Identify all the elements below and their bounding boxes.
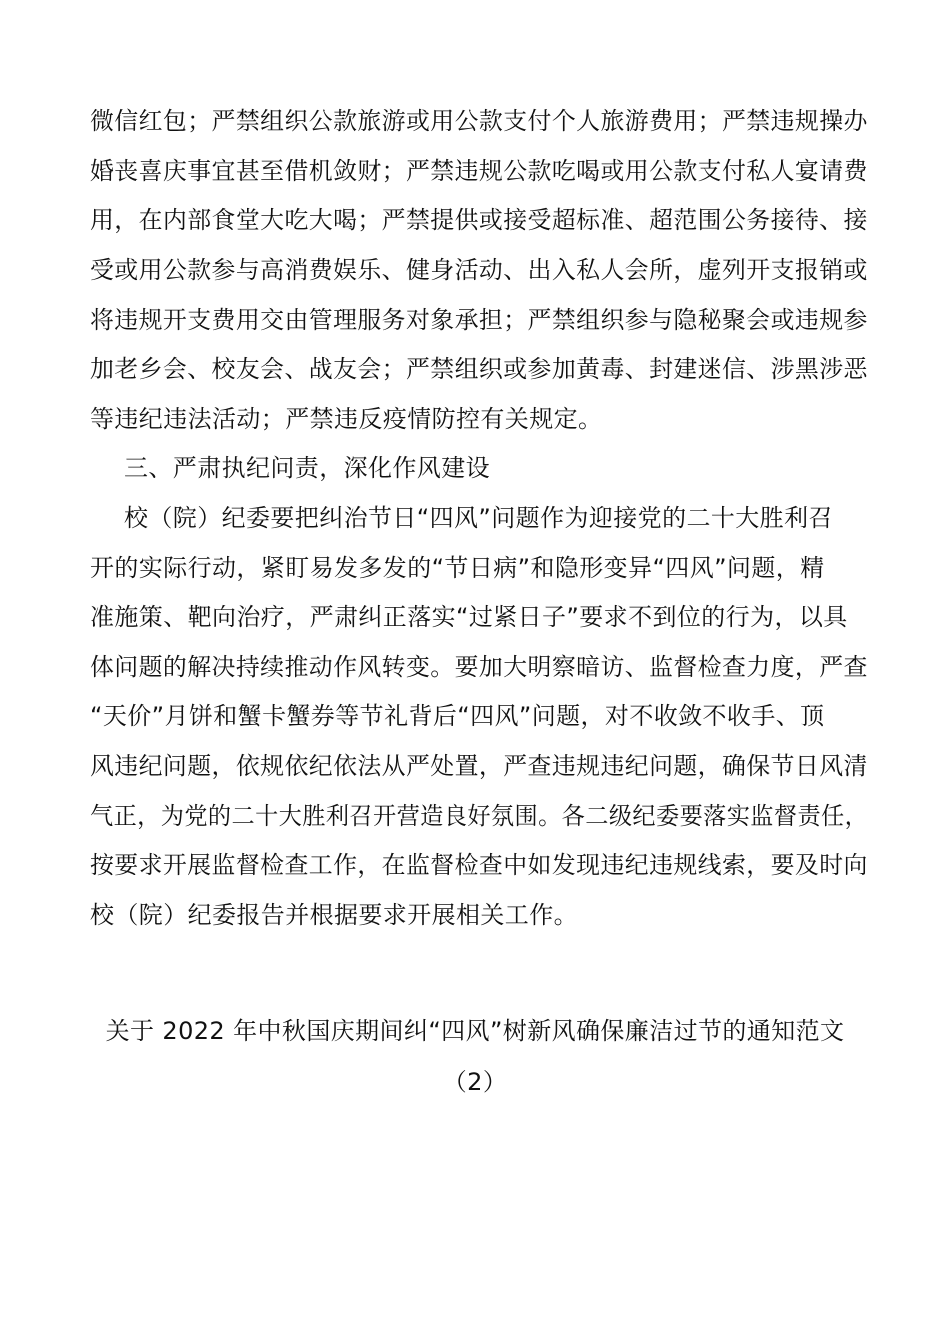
paragraph-line: 将违规开支费用交由管理服务对象承担；严禁组织参与隐秘聚会或违规参 — [90, 306, 868, 334]
paragraph-line: 微信红包；严禁组织公款旅游或用公款支付个人旅游费用；严禁违规操办 — [90, 107, 868, 135]
paragraph-line: 加老乡会、校友会、战友会；严禁组织或参加黄毒、封建迷信、涉黑涉恶 — [90, 355, 868, 383]
paragraph-line: 校（院）纪委要把纠治节日“四风”问题作为迎接党的二十大胜利召 — [124, 504, 833, 532]
paragraph-line: 按要求开展监督检查工作，在监督检查中如发现违纪违规线索，要及时向 — [90, 851, 868, 879]
paragraph-line: 受或用公款参与高消费娱乐、健身活动、出入私人会所，虚列开支报销或 — [90, 256, 868, 284]
paragraph-line: “天价”月饼和蟹卡蟹券等节礼背后“四风”问题，对不收敛不收手、顶 — [90, 702, 825, 730]
paragraph-line: 校（院）纪委报告并根据要求开展相关工作。 — [90, 901, 578, 929]
section-heading: 三、严肃执纪问责，深化作风建设 — [124, 454, 490, 482]
paragraph-line: 准施策、靶向治疗，严肃纠正落实“过紧日子”要求不到位的行为，以具 — [90, 603, 848, 631]
paragraph-line: 风违纪问题，依规依纪依法从严处置，严查违规违纪问题，确保节日风清 — [90, 752, 868, 780]
document-title-number: （2） — [442, 1068, 508, 1096]
paragraph-line: 等违纪违法活动；严禁违反疫情防控有关规定。 — [90, 405, 603, 433]
paragraph-line: 开的实际行动，紧盯易发多发的“节日病”和隐形变异“四风”问题，精 — [90, 554, 825, 582]
paragraph-line: 体问题的解决持续推动作风转变。要加大明察暗访、监督检查力度，严查 — [90, 653, 868, 681]
paragraph-line: 气正，为党的二十大胜利召开营造良好氛围。各二级纪委要落实监督责任， — [90, 802, 869, 830]
paragraph-line: 婚丧喜庆事宜甚至借机敛财；严禁违规公款吃喝或用公款支付私人宴请费 — [90, 157, 868, 185]
document-title: 关于 2022 年中秋国庆期间纠“四风”树新风确保廉洁过节的通知范文 — [105, 1017, 845, 1045]
paragraph-line: 用，在内部食堂大吃大喝；严禁提供或接受超标准、超范围公务接待、接 — [90, 206, 868, 234]
